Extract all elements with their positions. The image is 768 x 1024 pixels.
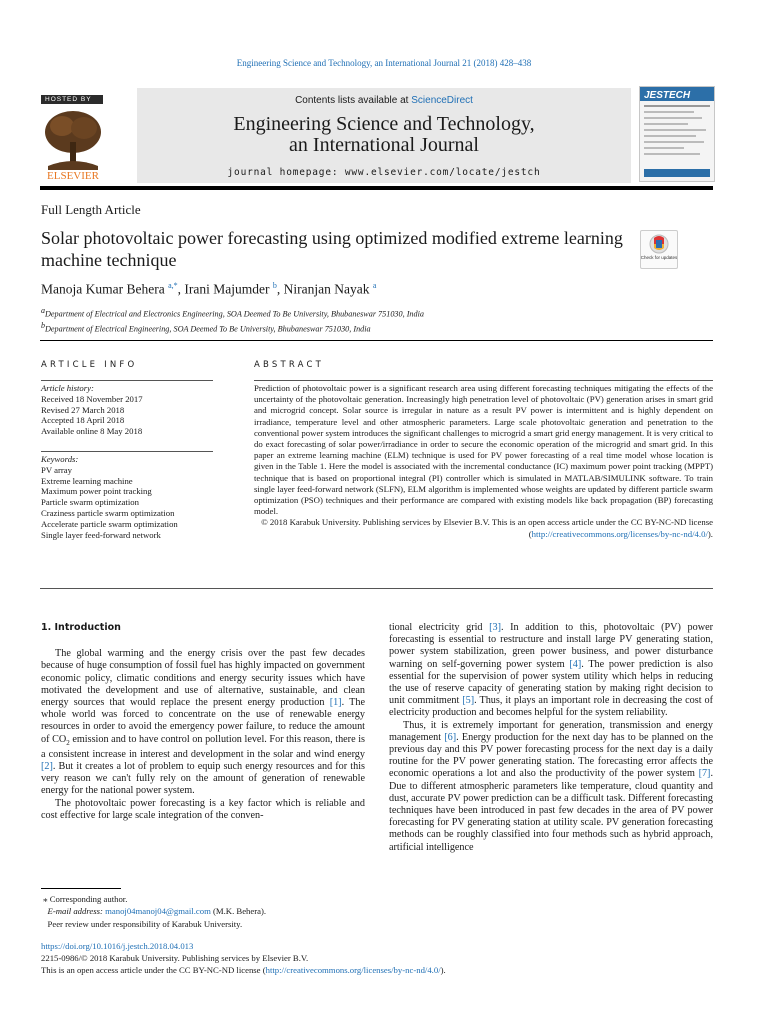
article-history xyxy=(41,383,143,437)
keyword-item: Accelerate particle swarm optimization xyxy=(41,518,178,529)
journal-homepage[interactable]: journal homepage: www.elsevier.com/locate/jestch xyxy=(227,167,541,178)
license-link[interactable]: http://creativecommons.org/licenses/by-nc-nd/4.0/ xyxy=(531,528,708,539)
subscript: 2 xyxy=(66,738,70,747)
author-name[interactable]: Manoja Kumar Behera xyxy=(41,281,165,297)
journal-title-line1: Engineering Science and Technology, xyxy=(233,113,535,135)
elsevier-logo xyxy=(40,106,106,182)
history-item: Received 18 November 2017 xyxy=(41,393,143,404)
citation-link[interactable]: [4] xyxy=(569,658,582,670)
article-type: Full Length Article xyxy=(41,202,141,217)
keywords-label: Keywords: xyxy=(41,454,79,464)
footer-license-link[interactable]: http://creativecommons.org/licenses/by-nc-nd/4.0/ xyxy=(265,965,441,975)
article-info-separator xyxy=(41,451,213,452)
peer-review-note: Peer review under responsibility of Karabuk University. xyxy=(47,918,243,929)
citation-link[interactable]: [2] xyxy=(41,761,53,773)
author-name[interactable]: Irani Majumder xyxy=(184,281,270,297)
paragraph: Thus, it is extremely important for generation, transmission and energy management [6]. Energy production for the next day has to be planned on the previous day and this PV power forecasting process for the next day is a daily routine for the PV power generating station. The forecasting error affects the economic operations a lot and also the productivity of the power system [7]. Due to different atmospheric parameters like temperature, cloud quantity and dust, accurate PV power prediction can be a difficult task. Different forecasting techniques have been introduced in past few decades in the area of PV power forecasting for PV generating station at utility scale. PV generation forecasting methods can be roughly classified into four methods such as hybrid approach, artificial intelligence xyxy=(389,719,713,853)
author-affiliation-mark[interactable]: a,* xyxy=(168,281,178,290)
keywords xyxy=(41,454,178,540)
introduction-heading: 1. Introduction xyxy=(41,622,121,633)
email-link[interactable]: manoj04manoj04@gmail.com xyxy=(105,906,211,917)
keyword-item: Extreme learning machine xyxy=(41,475,133,486)
citation-link[interactable]: [5] xyxy=(462,695,475,707)
body-column-right xyxy=(389,622,713,854)
contents-prefix: Contents lists available at xyxy=(295,95,412,106)
keyword-item: PV array xyxy=(41,464,72,475)
corresponding-author-note: ⁎ Corresponding author. xyxy=(41,894,128,904)
author-name[interactable]: Niranjan Nayak xyxy=(283,281,370,297)
abstract-text: Prediction of photovoltaic power is a significant research area using different forecasting techniques mitigating the effects of the uncertainty of the photovoltaic generation. Increasingly high penetration level of photovoltaic (PV) generation arises in smart grid and microgrid concept. Solar source is irregular in nature as a result PV power is intermittent and is highly dependent on irradiance, temperature level and other atmospheric parameters. Large scale photovoltaic generation and penetration to the conventional power system introduces the significant challenges to microgrid a smart grid energy management. It is very critical to do exact forecasting of solar power/irradiance in order to secure the economic operation of the microgrid and smart grid. In this paper an extreme learning machine (ELM) technique is used for PV power forecasting of a real time model whose location is given in the Table 1. Here the model is associated with the incremental conductance (IC) maximum power point tracking (MPPT) technique that is based on proportional integral (PI) controller which is simulated in MATLAB/SIMULINK software. To train single layer feed-forward network (SLFN), ELM algorithm is implemented whose weights are updated by different particle swarm optimization (PSO) techniques and their performance are compared with existing models like back propagation (BP) forecasting model. xyxy=(254,383,713,517)
page-footer xyxy=(41,940,446,976)
copyright-suffix: ). xyxy=(707,528,713,539)
citation-link[interactable]: [1] xyxy=(329,697,342,709)
journal-cover-image xyxy=(639,86,715,182)
article-info-heading: ARTICLE INFO xyxy=(41,360,138,370)
affiliations xyxy=(41,305,424,334)
abstract-rule xyxy=(254,380,713,381)
affiliation-text: Department of Electrical and Electronics Engineering, SOA Deemed To Be University, Bhubaneswar 751030, India xyxy=(45,309,424,319)
history-item: Available online 8 May 2018 xyxy=(41,426,143,437)
citation-link[interactable]: [7] xyxy=(698,768,711,780)
affiliation-mark: a xyxy=(41,306,45,315)
masthead-rule xyxy=(40,186,713,190)
footnotes xyxy=(41,893,266,930)
citation-link[interactable]: [6] xyxy=(444,731,457,743)
article-info-rule xyxy=(41,380,213,381)
sciencedirect-link[interactable]: ScienceDirect xyxy=(411,95,473,106)
abstract-bottom-rule xyxy=(40,588,713,589)
affiliation-item xyxy=(41,305,424,320)
hosted-by-label: HOSTED BY xyxy=(41,95,103,104)
paragraph: The global warming and the energy crisis over the past few decades because of huge consumption of fossil fuel has highly impacted on government economic policy, climatic conditions and energy security issues which have motivated the development and use of alternative, sustainable, and clean energy sources that would replace the present energy production [1]. The whole world was forced to concentrate on the use of renewable energy resources in order to avoid the emergency power failure, to reduce the amount of $CO_2$ emission and to have control on pollution level. For this reason, there is a consistent increase in interest and development in the solar and wind energy [2]. But it creates a lot of problem to equip such energy resources and for this very reason we can't fully rely on the amount of generation of renewable energy for the national power system. xyxy=(41,648,365,797)
keyword-item: Particle swarm optimization xyxy=(41,497,139,508)
copyright-prefix: © 2018 Karabuk University. Publishing services by Elsevier B.V. This is an open access article under the CC BY-NC-ND license ( xyxy=(261,517,713,539)
footnote-rule xyxy=(41,888,121,889)
affiliation-mark: b xyxy=(41,320,45,330)
author-affiliation-mark[interactable]: b xyxy=(272,281,277,290)
contents-line xyxy=(137,95,631,106)
history-item: Revised 27 March 2018 xyxy=(41,404,125,415)
keyword-item: Single layer feed-forward network xyxy=(41,529,161,540)
journal-citation-link[interactable]: Engineering Science and Technology, an International Journal 21 (2018) 428–438 xyxy=(236,58,532,68)
article-title: Solar photovoltaic power forecasting using optimized modified extreme learning machine technique xyxy=(41,228,623,270)
email-note: E-mail address: manoj04manoj04@gmail.com (M.K. Behera). xyxy=(47,906,267,917)
cover-title: JESTECH xyxy=(644,90,691,101)
journal-title-line2: an International Journal xyxy=(289,134,479,156)
citation-link[interactable]: [3] xyxy=(489,622,502,633)
body-column-left xyxy=(41,622,365,822)
keyword-item: Craziness particle swarm optimization xyxy=(41,507,175,518)
author-affiliation-mark[interactable]: a xyxy=(372,281,377,290)
history-item: Accepted 18 April 2018 xyxy=(41,415,125,426)
paragraph: tional electricity grid [3]. In addition to this, photovoltaic (PV) power forecasting is essential to restructure and install large PV generating station, power system stabilization, green power business, and power disturbance warning on self-governing power system [4]. The power prediction is also essential for the supervision of power system utility which helps in reducing the use of reserve capacity of generating station by making right decision to unit commitment [5]. Thus, it plays an important role in decreasing the cost of electricity production and becomes helpful for the system reliability. xyxy=(389,622,714,719)
abstract-heading: ABSTRACT xyxy=(254,360,325,370)
history-label: Article history: xyxy=(41,383,94,393)
affiliation-item xyxy=(41,320,424,335)
abstract-copyright xyxy=(254,517,713,539)
keyword-item: Maximum power point tracking xyxy=(41,486,152,497)
abstract-body xyxy=(254,383,713,540)
open-access-line: This is an open access article under the CC BY-NC-ND license (http://creativecommons.org/licenses/by-nc-nd/4.0/). xyxy=(41,965,446,975)
journal-title xyxy=(137,114,631,156)
author-list: Manoja Kumar Behera $^{a,*}$, Irani Majumder $^b$, Niranjan Nayak $^a$ xyxy=(41,281,377,297)
paragraph: The photovoltaic power forecasting is a key factor which is reliable and cost effective for large scale integration of the conven- xyxy=(41,797,365,821)
check-for-updates-badge[interactable] xyxy=(640,230,678,269)
affiliation-text: Department of Electrical Engineering, SOA Deemed To Be University, Bhubaneswar 751030, India xyxy=(45,324,371,334)
issn-line: 2215-0986/© 2018 Karabuk University. Publishing services by Elsevier B.V. xyxy=(41,953,309,963)
elsevier-wordmark: ELSEVIER xyxy=(47,170,99,182)
doi-link[interactable]: https://doi.org/10.1016/j.jestch.2018.04.013 xyxy=(41,941,194,951)
header-divider xyxy=(40,340,713,341)
check-for-updates-label: Check for updates xyxy=(641,255,677,260)
